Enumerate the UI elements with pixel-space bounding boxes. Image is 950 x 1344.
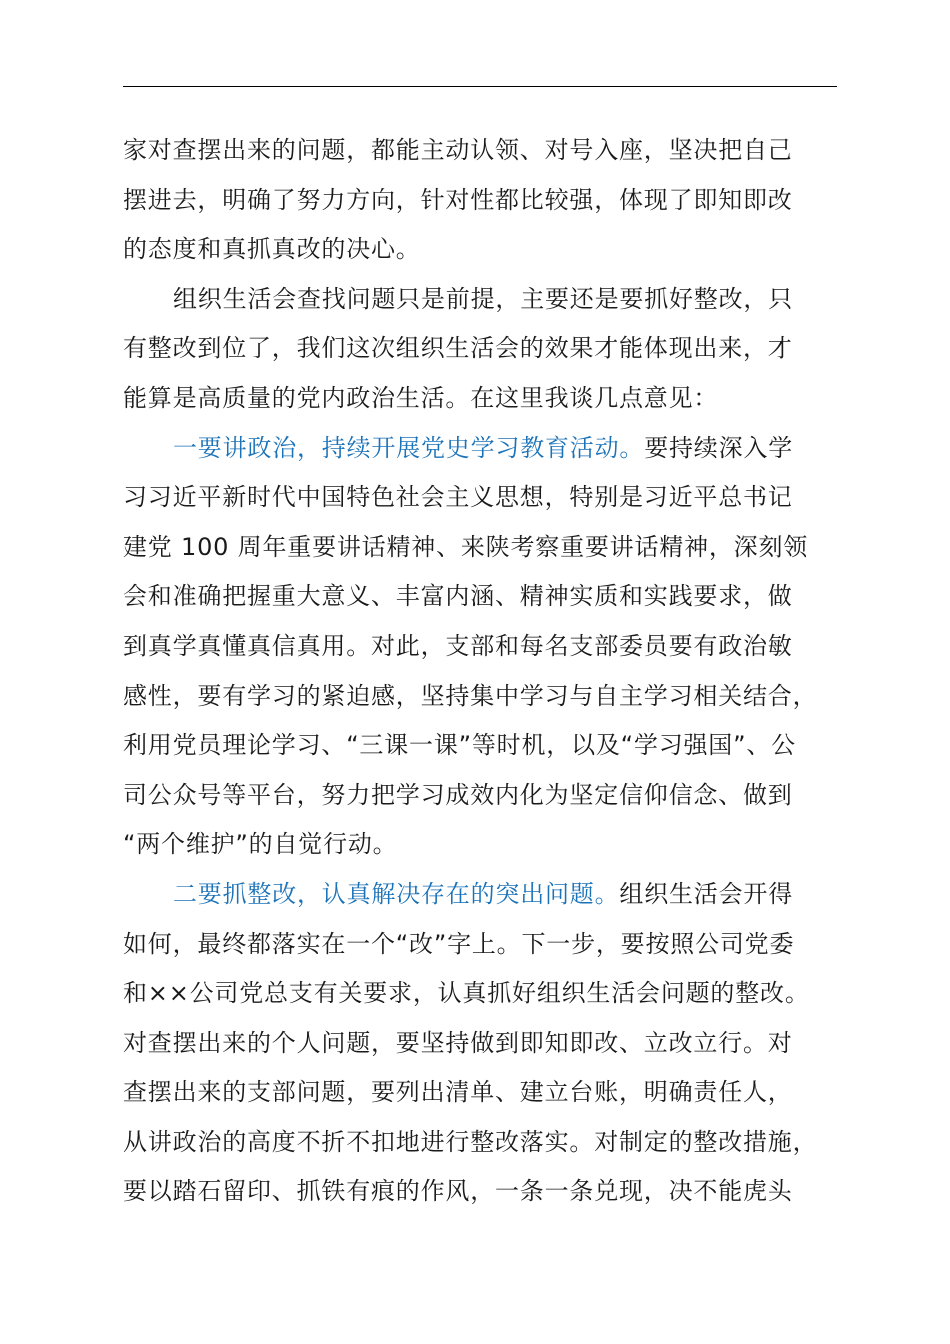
text-line	[123, 870, 837, 920]
paragraph-1	[123, 126, 837, 275]
paragraph-4	[123, 870, 837, 1217]
text-line: 的态度和真抓真改的决心。	[123, 235, 421, 264]
text-line: 建党 100 周年重要讲话精神、来陕考察重要讲话精神，深刻领	[123, 532, 809, 561]
text-line: 对查摆出来的个人问题，要坚持做到即知即改、立改立行。对	[123, 1028, 793, 1057]
text-line: 到真学真懂真信真用。对此，支部和每名支部委员要有政治敏	[123, 631, 793, 660]
document-body	[123, 126, 837, 1217]
text-line: 有整改到位了，我们这次组织生活会的效果才能体现出来，才	[123, 334, 793, 363]
text-line: 组织生活会查找问题只是前提，主要还是要抓好整改，只	[173, 284, 793, 313]
text-line: 和××公司党总支有关要求，认真抓好组织生活会问题的整改。	[123, 979, 810, 1008]
section-heading-1: 一要讲政治，持续开展党史学习教育活动。	[173, 433, 645, 462]
text-line: 司公众号等平台，努力把学习成效内化为坚定信仰信念、做到	[123, 780, 793, 809]
text-line: 习习近平新时代中国特色社会主义思想，特别是习近平总书记	[123, 483, 793, 512]
text-fragment: 组织生活会开得	[619, 879, 794, 908]
text-line: 能算是高质量的党内政治生活。在这里我谈几点意见：	[123, 383, 719, 412]
text-line: 感性，要有学习的紧迫感，坚持集中学习与自主学习相关结合，	[123, 681, 818, 710]
text-line	[123, 424, 837, 474]
header-rule	[123, 86, 837, 87]
text-line: 查摆出来的支部问题，要列出清单、建立台账，明确责任人，	[123, 1078, 793, 1107]
text-fragment: 要持续深入学	[644, 433, 794, 462]
text-line: 从讲政治的高度不折不扣地进行整改落实。对制定的整改措施，	[123, 1127, 818, 1156]
text-line: 要以踏石留印、抓铁有痕的作风，一条一条兑现，决不能虎头	[123, 1177, 793, 1206]
text-line: 家对查摆出来的问题，都能主动认领、对号入座，坚决把自己	[123, 136, 793, 164]
text-line: 摆进去，明确了努力方向，针对性都比较强，体现了即知即改	[123, 185, 793, 214]
text-line: 利用党员理论学习、“三课一课”等时机，以及“学习强国”、公	[123, 731, 796, 760]
section-heading-2: 二要抓整改，认真解决存在的突出问题。	[173, 879, 620, 908]
text-line: 如何，最终都落实在一个“改”字上。下一步，要按照公司党委	[123, 929, 795, 958]
paragraph-2	[123, 275, 837, 424]
paragraph-3	[123, 424, 837, 870]
text-line: 会和准确把握重大意义、丰富内涵、精神实质和实践要求，做	[123, 582, 793, 611]
text-line: “两个维护”的自觉行动。	[123, 830, 398, 859]
